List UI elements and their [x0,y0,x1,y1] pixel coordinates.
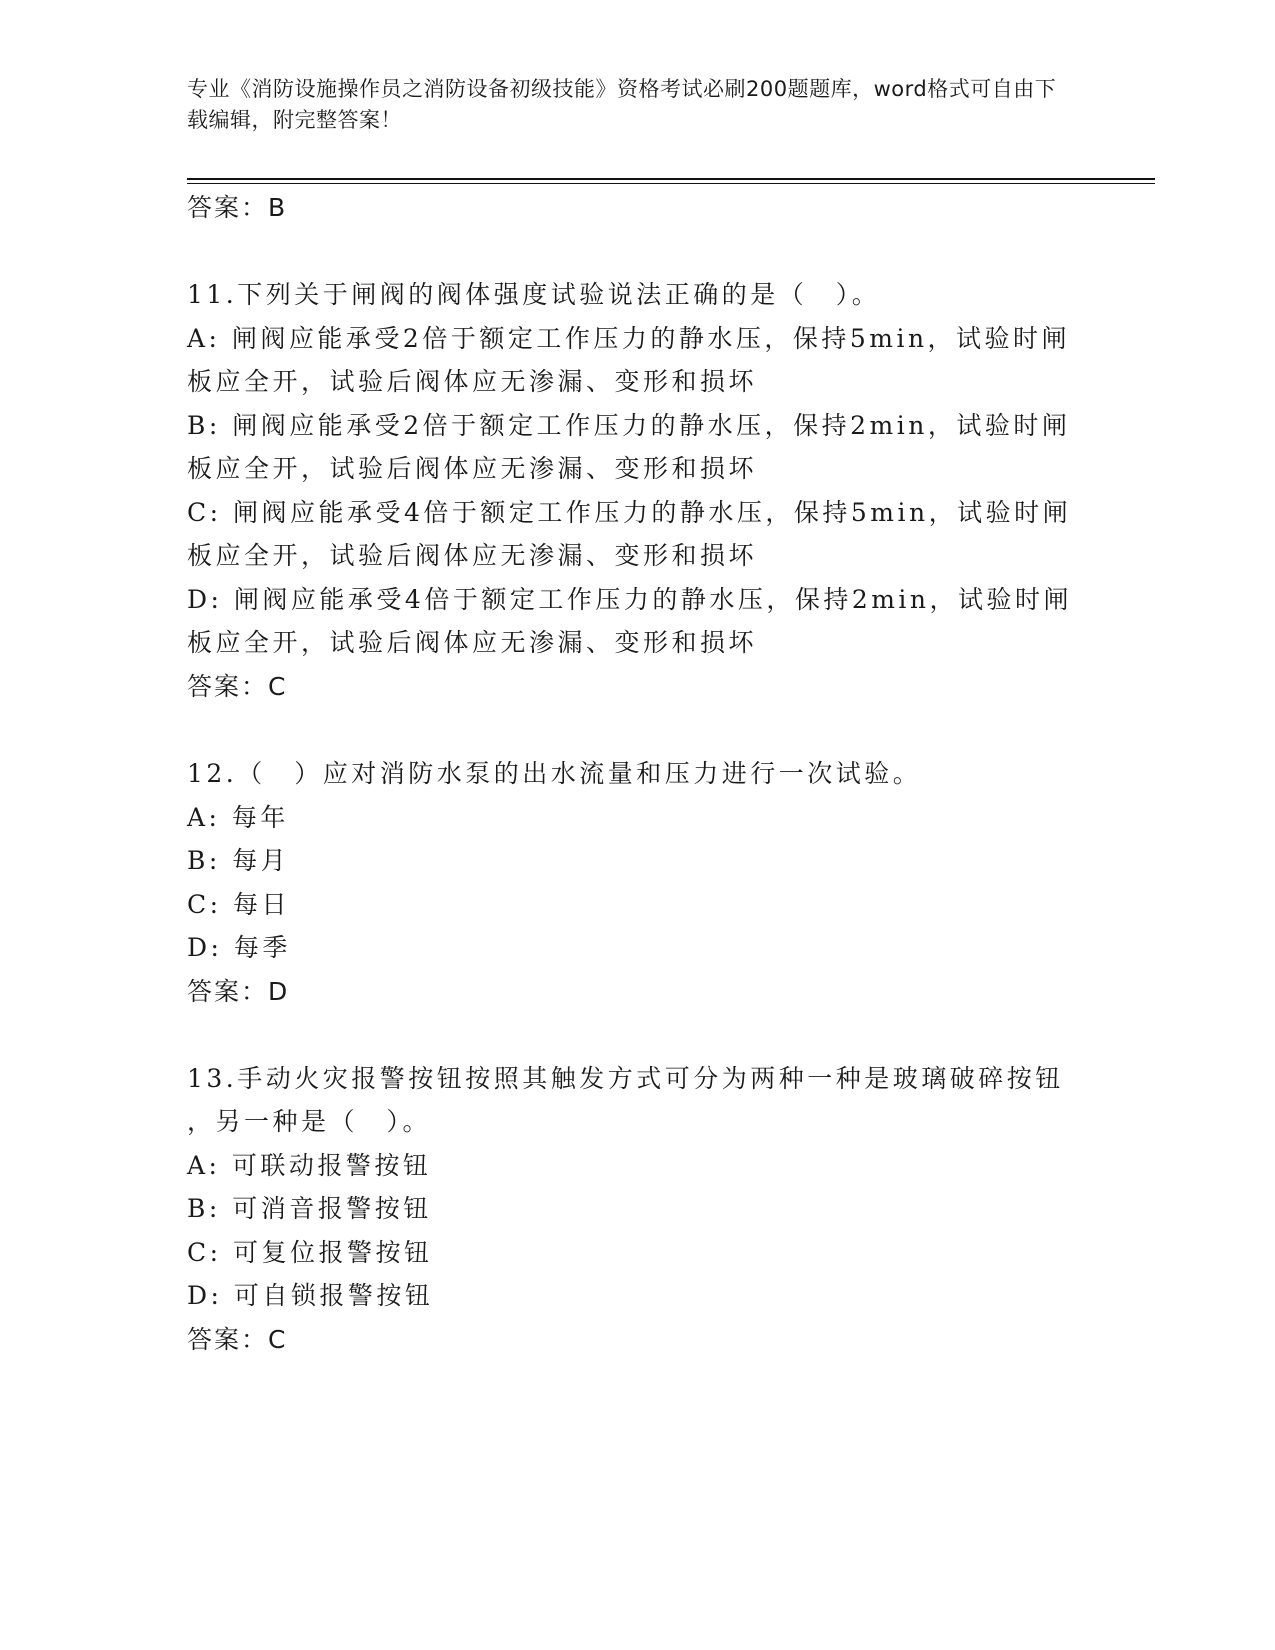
question-12-option-b: B: 每月 [187,846,290,875]
question-11-option-a-line2: 板应全开，试验后阀体应无渗漏、变形和损坏 [187,367,758,396]
question-12-option-d: D: 每季 [187,933,291,962]
question-13-option-b: B: 可消音报警按钮 [187,1194,432,1223]
question-11-option-c-line1: C: 闸阀应能承受4倍于额定工作压力的静水压，保持5min，试验时闸 [187,498,1072,527]
question-13-text-line1: 13.手动火灾报警按钮按照其触发方式可分为两种一种是玻璃破碎按钮 [187,1064,1064,1093]
question-11-option-b-line1: B: 闸阀应能承受2倍于额定工作压力的静水压，保持2min，试验时闸 [187,411,1071,440]
header-rule-thin [187,183,1155,184]
previous-answer: 答案：B [187,193,288,222]
document-header: 专业《消防设施操作员之消防设备初级技能》资格考试必刷200题题库，word格式可自由下载编辑，附完整答案！ [187,77,1057,132]
question-13-option-c: C: 可复位报警按钮 [187,1238,433,1267]
question-11-answer: 答案：C [187,672,288,701]
question-11-text: 11.下列关于闸阀的阀体强度试验说法正确的是（ ）。 [187,280,881,309]
question-11-option-c-line2: 板应全开，试验后阀体应无渗漏、变形和损坏 [187,541,758,570]
question-11-option-a-line1: A: 闸阀应能承受2倍于额定工作压力的静水压，保持5min，试验时闸 [187,324,1071,353]
question-12-option-c: C: 每日 [187,890,290,919]
question-12-option-a: A: 每年 [187,803,289,832]
question-13-text-line2: ，另一种是（ ）。 [187,1107,432,1136]
question-12-text: 12.（ ）应对消防水泵的出水流量和压力进行一次试验。 [187,759,922,788]
question-13-option-a: A: 可联动报警按钮 [187,1151,432,1180]
question-11-option-d-line1: D: 闸阀应能承受4倍于额定工作压力的静水压，保持2min，试验时闸 [187,585,1073,614]
question-12-answer: 答案：D [187,977,290,1006]
header-rule-thick [187,178,1155,180]
question-13-answer: 答案：C [187,1325,288,1354]
question-11-option-b-line2: 板应全开，试验后阀体应无渗漏、变形和损坏 [187,454,758,483]
question-13-option-d: D: 可自锁报警按钮 [187,1281,434,1310]
question-11-option-d-line2: 板应全开，试验后阀体应无渗漏、变形和损坏 [187,628,758,657]
